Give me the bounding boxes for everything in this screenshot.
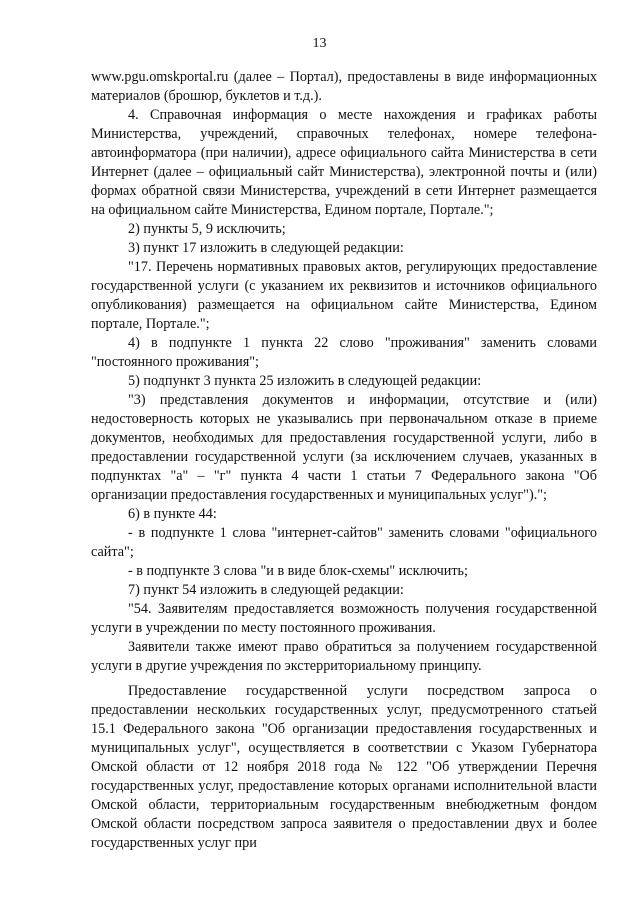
paragraph: 4) в подпункте 1 пункта 22 слово "проживания" заменить словами "постоянного проживания"; [91, 335, 597, 370]
page-number: 13 [312, 36, 327, 51]
paragraph: - в подпункте 1 слова "интернет-сайтов" заменить словами "официального сайта"; [91, 525, 597, 560]
paragraph: 7) пункт 54 изложить в следующей редакции: [128, 582, 404, 598]
paragraph: "54. Заявителям предоставляется возможность получения государственной услуги в учреждении по месту постоянного проживания. [91, 601, 597, 636]
paragraph: "3) представления документов и информации, отсутствие и (или) недостоверность которых не указывались при первоначальном отказе в приеме документов, необходимых для предоставления государственной услуги, либо в предоставлении государственной услуги (за исключением случаев, указанных в подпунктах "а" – "г" пункта 4 части 1 статьи 7 Федерального закона "Об организации предоставления государственных и муниципальных услуг")."; [91, 392, 597, 503]
paragraph: 4. Справочная информация о месте нахождения и графиках работы Министерства, учреждений, справочных телефонах, номере телефона-автоинформатора (при наличии), адресе официального сайта Министерства в сети Интернет (далее – официальный сайт Министерства), электронной почты и (или) формах обратной связи Министерства, учреждений в сети Интернет размещается на официальном сайте Министерства, Едином портале, Портале."; [91, 107, 597, 218]
paragraph: 3) пункт 17 изложить в следующей редакции: [128, 240, 404, 256]
document-body [91, 68, 597, 853]
paragraph: 6) в пункте 44: [128, 506, 217, 522]
paragraph: www.pgu.omskportal.ru (далее – Портал), предоставлены в виде информационных материалов (брошюр, буклетов и т.д.). [91, 69, 597, 104]
paragraph: 2) пункты 5, 9 исключить; [128, 221, 286, 237]
paragraph: Предоставление государственной услуги посредством запроса о предоставлении нескольких государственных услуг, предусмотренного статьей 15.1 Федерального закона "Об организации предоставления государственных и муниципальных услуг", осуществляется в соответствии с Указом Губернатора Омской области от 12 ноября 2018 года № 122 "Об утверждении Перечня государственных услуг, предоставление которых органами исполнительной власти Омской области, территориальным государственным внебюджетным фондом Омской области посредством запроса заявителя о предоставлении двух и более государственных услуг при [91, 683, 597, 851]
paragraph: 5) подпункт 3 пункта 25 изложить в следующей редакции: [128, 373, 482, 389]
paragraph: - в подпункте 3 слова "и в виде блок-схемы" исключить; [128, 563, 468, 579]
paragraph: Заявители также имеют право обратиться за получением государственной услуги в другие учреждения по экстерриториальному принципу. [91, 639, 597, 674]
paragraph: "17. Перечень нормативных правовых актов, регулирующих предоставление государственной услуги (с указанием их реквизитов и источников официального опубликования) размещается на официальном сайте Министерства, Едином портале, Портале."; [91, 259, 597, 332]
